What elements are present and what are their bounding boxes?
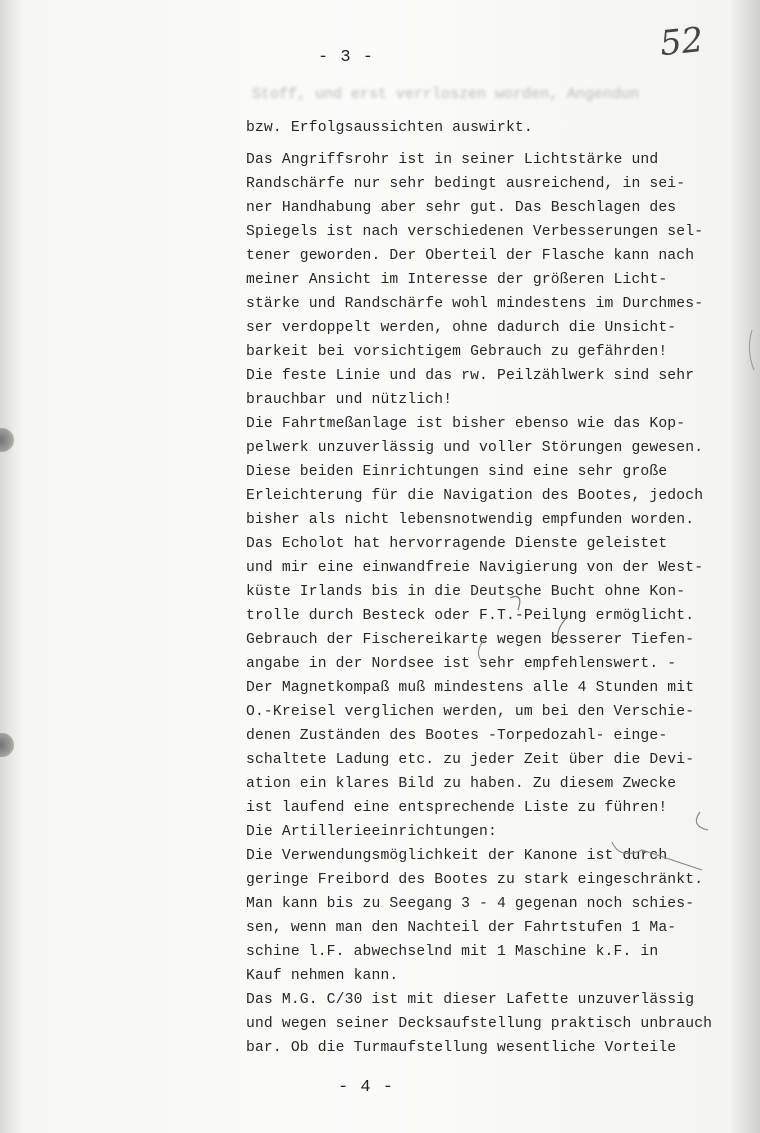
punch-hole-upper <box>0 428 14 452</box>
punch-hole-lower <box>0 733 14 757</box>
text-line: Das M.G. C/30 ist mit dieser Lafette unzuverlässig <box>246 992 695 1008</box>
text-line: barkeit bei vorsichtigem Gebrauch zu gefährden! <box>246 344 668 360</box>
text-line: Die Artillerieeinrichtungen: <box>246 824 497 840</box>
body-text <box>246 116 746 1060</box>
text-line: Das Echolot hat hervorragende Dienste geleistet <box>246 536 668 552</box>
text-line: tener geworden. Der Oberteil der Flasche kann nach <box>246 248 695 264</box>
text-line: Das Angriffsrohr ist in seiner Lichtstärke und <box>246 152 659 168</box>
text-line: ation ein klares Bild zu haben. Zu diesem Zwecke <box>246 776 677 792</box>
text-line: meiner Ansicht im Interesse der größeren Licht- <box>246 272 668 288</box>
text-line: Erleichterung für die Navigation des Bootes, jedoch <box>246 488 704 504</box>
text-line: Die Fahrtmeßanlage ist bisher ebenso wie das Kop- <box>246 416 686 432</box>
text-line: ser verdoppelt werden, ohne dadurch die Unsicht- <box>246 320 677 336</box>
text-line: Spiegels ist nach verschiedenen Verbesserungen sel- <box>246 224 704 240</box>
text-line: denen Zuständen des Bootes -Torpedozahl- einge- <box>246 728 668 744</box>
pencil-mark <box>749 330 754 370</box>
text-line: Gebrauch der Fischereikarte wegen besserer Tiefen- <box>246 632 695 648</box>
text-line: bisher als nicht lebensnotwendig empfunden worden. <box>246 512 695 528</box>
text-line: brauchbar und nützlich! <box>246 392 453 408</box>
text-line: bar. Ob die Turmaufstellung wesentliche Vorteile <box>246 1040 677 1056</box>
text-line: O.-Kreisel verglichen werden, um bei den Verschie- <box>246 704 695 720</box>
text-line: Randschärfe nur sehr bedingt ausreichend, in sei- <box>246 176 686 192</box>
text-line: küste Irlands bis in die Deutsche Bucht ohne Kon- <box>246 584 686 600</box>
text-line: schine l.F. abwechselnd mit 1 Maschine k.F. in <box>246 944 659 960</box>
bleed-through-text: Stoff, und erst verrloszen worden, Angendun <box>252 86 640 103</box>
text-line: Die Verwendungsmöglichkeit der Kanone ist durch <box>246 848 668 864</box>
text-line: angabe in der Nordsee ist sehr empfehlenswert. - <box>246 656 677 672</box>
text-line: Man kann bis zu Seegang 3 - 4 gegenan noch schies- <box>246 896 695 912</box>
text-line: schaltete Ladung etc. zu jeder Zeit über die Devi- <box>246 752 695 768</box>
text-line: trolle durch Besteck oder F.T.-Peilung ermöglicht. <box>246 608 695 624</box>
footer-page-number: - 4 - <box>338 1078 395 1097</box>
text-line: sen, wenn man den Nachteil der Fahrtstufen 1 Ma- <box>246 920 677 936</box>
text-line: Die feste Linie und das rw. Peilzählwerk sind sehr <box>246 368 695 384</box>
page-number: - 3 - <box>318 48 375 67</box>
text-line: ner Handhabung aber sehr gut. Das Beschlagen des <box>246 200 677 216</box>
text-line: Kauf nehmen kann. <box>246 968 399 984</box>
text-line: Der Magnetkompaß muß mindestens alle 4 Stunden mit <box>246 680 695 696</box>
text-line: und mir eine einwandfreie Navigierung von der West- <box>246 560 704 576</box>
text-line: geringe Freibord des Bootes zu stark eingeschränkt. <box>246 872 704 888</box>
text-line: und wegen seiner Decksaufstellung praktisch unbrauch <box>246 1016 713 1032</box>
text-line: stärke und Randschärfe wohl mindestens im Durchmes- <box>246 296 704 312</box>
text-line: Diese beiden Einrichtungen sind eine sehr große <box>246 464 668 480</box>
handwritten-folio-number: 52 <box>658 19 706 65</box>
text-line: bzw. Erfolgsaussichten auswirkt. <box>246 120 533 136</box>
text-line: ist laufend eine entsprechende Liste zu führen! <box>246 800 668 816</box>
text-line: pelwerk unzuverlässig und voller Störungen gewesen. <box>246 440 704 456</box>
